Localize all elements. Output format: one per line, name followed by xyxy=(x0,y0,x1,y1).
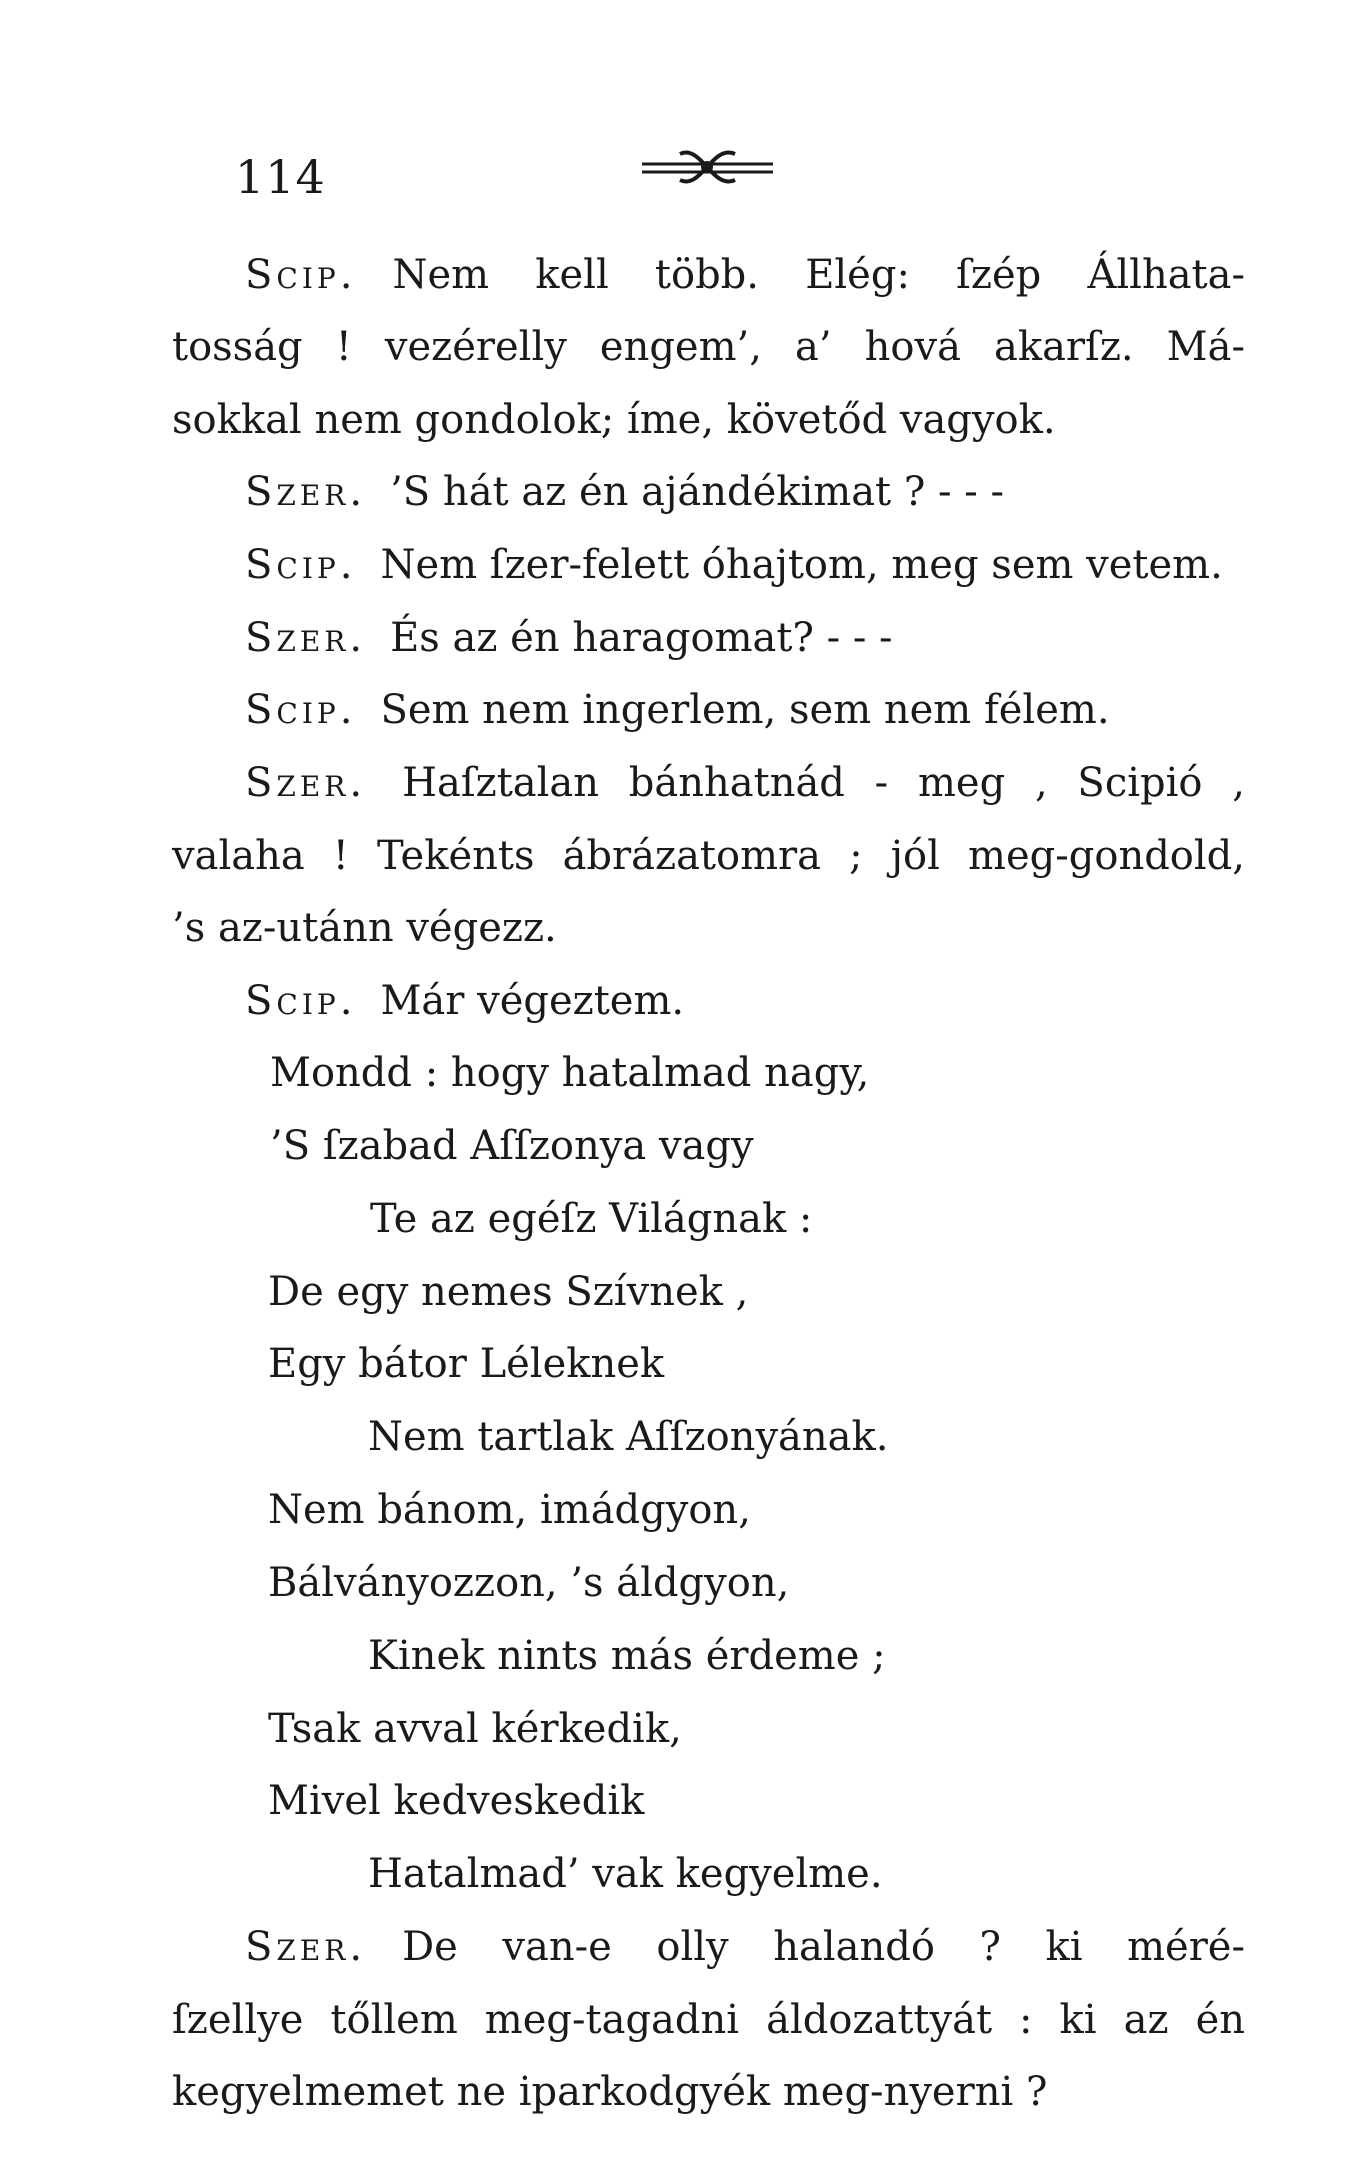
text-line xyxy=(245,615,893,661)
line-text: Kinek nints más érdeme ; xyxy=(368,1633,886,1679)
line-text: Mivel kedveskedik xyxy=(268,1778,645,1824)
speaker-label: Szer. xyxy=(245,469,367,515)
verse-line xyxy=(370,1196,813,1242)
verse-line xyxy=(268,1778,645,1824)
speaker-label: Scip. xyxy=(245,978,357,1024)
text-line xyxy=(245,252,1245,298)
line-text: Nem bánom, imádgyon, xyxy=(268,1487,751,1533)
text-line xyxy=(172,833,1245,879)
text-line xyxy=(245,978,685,1024)
verse-line xyxy=(268,1269,749,1315)
line-text: Te az egéſz Világnak : xyxy=(370,1196,813,1242)
speaker-label: Szer. xyxy=(245,1924,367,1970)
verse-line xyxy=(268,1560,790,1606)
speaker-label: Scip. xyxy=(245,542,357,588)
line-text: Haſztalan bánhatnád - meg , Scipió , xyxy=(402,760,1245,806)
speaker-label: Scip. xyxy=(245,687,357,733)
line-text: kegyelmemet ne iparkodgyék meg-nyerni ? xyxy=(172,2069,1048,2115)
speaker-label: Szer. xyxy=(245,615,367,661)
verse-line xyxy=(268,1341,665,1387)
verse-line xyxy=(270,1123,754,1169)
line-text: És az én haragomat? - - - xyxy=(390,615,893,661)
line-text: valaha ! Tekénts ábrázatomra ; jól meg-gondold, xyxy=(172,833,1245,879)
verse-line xyxy=(368,1633,886,1679)
verse-line xyxy=(268,1706,682,1752)
verse-line xyxy=(368,1851,883,1897)
text-line xyxy=(172,1997,1245,2043)
text-line xyxy=(172,905,557,951)
verse-line xyxy=(368,1414,889,1460)
line-text: tosság ! vezérelly engem’, a’ hová akarſz. Má- xyxy=(172,324,1245,370)
ornament-icon xyxy=(640,150,775,184)
line-text: Tsak avval kérkedik, xyxy=(268,1706,682,1752)
line-text: Hatalmad’ vak kegyelme. xyxy=(368,1851,883,1897)
line-text: Nem tartlak Aſſzonyának. xyxy=(368,1414,889,1460)
verse-line xyxy=(268,1487,751,1533)
line-text: Már végeztem. xyxy=(380,978,685,1024)
text-line xyxy=(245,542,1223,588)
line-text: Nem kell több. Elég: ſzép Állhata- xyxy=(392,252,1245,298)
line-text: Bálványozzon, ’s áldgyon, xyxy=(268,1560,790,1606)
line-text: ’S hát az én ajándékimat ? - - - xyxy=(390,469,1004,515)
text-line xyxy=(245,687,1110,733)
text-line xyxy=(172,397,1056,443)
page-number: 114 xyxy=(235,150,326,204)
line-text: Sem nem ingerlem, sem nem félem. xyxy=(380,687,1110,733)
line-text: ſzellye tőllem meg-tagadni áldozattyát : ki az én xyxy=(172,1997,1245,2043)
line-text: sokkal nem gondolok; íme, követőd vagyok. xyxy=(172,397,1056,443)
line-text: Mondd : hogy hatalmad nagy, xyxy=(270,1050,870,1096)
line-text: Nem ſzer-felett óhajtom, meg sem vetem. xyxy=(380,542,1223,588)
verse-line xyxy=(270,1050,870,1096)
line-text: Egy bátor Léleknek xyxy=(268,1341,665,1387)
speaker-label: Szer. xyxy=(245,760,367,806)
line-text: De egy nemes Szívnek , xyxy=(268,1269,749,1315)
line-text: De van-e olly halandó ? ki méré- xyxy=(402,1924,1245,1970)
text-line xyxy=(172,324,1245,370)
text-line xyxy=(245,469,1004,515)
text-line xyxy=(245,760,1245,806)
text-line xyxy=(172,2069,1048,2115)
text-line xyxy=(245,1924,1245,1970)
speaker-label: Scip. xyxy=(245,252,357,298)
line-text: ’s az-utánn végezz. xyxy=(172,905,557,951)
line-text: ’S ſzabad Aſſzonya vagy xyxy=(270,1123,754,1169)
